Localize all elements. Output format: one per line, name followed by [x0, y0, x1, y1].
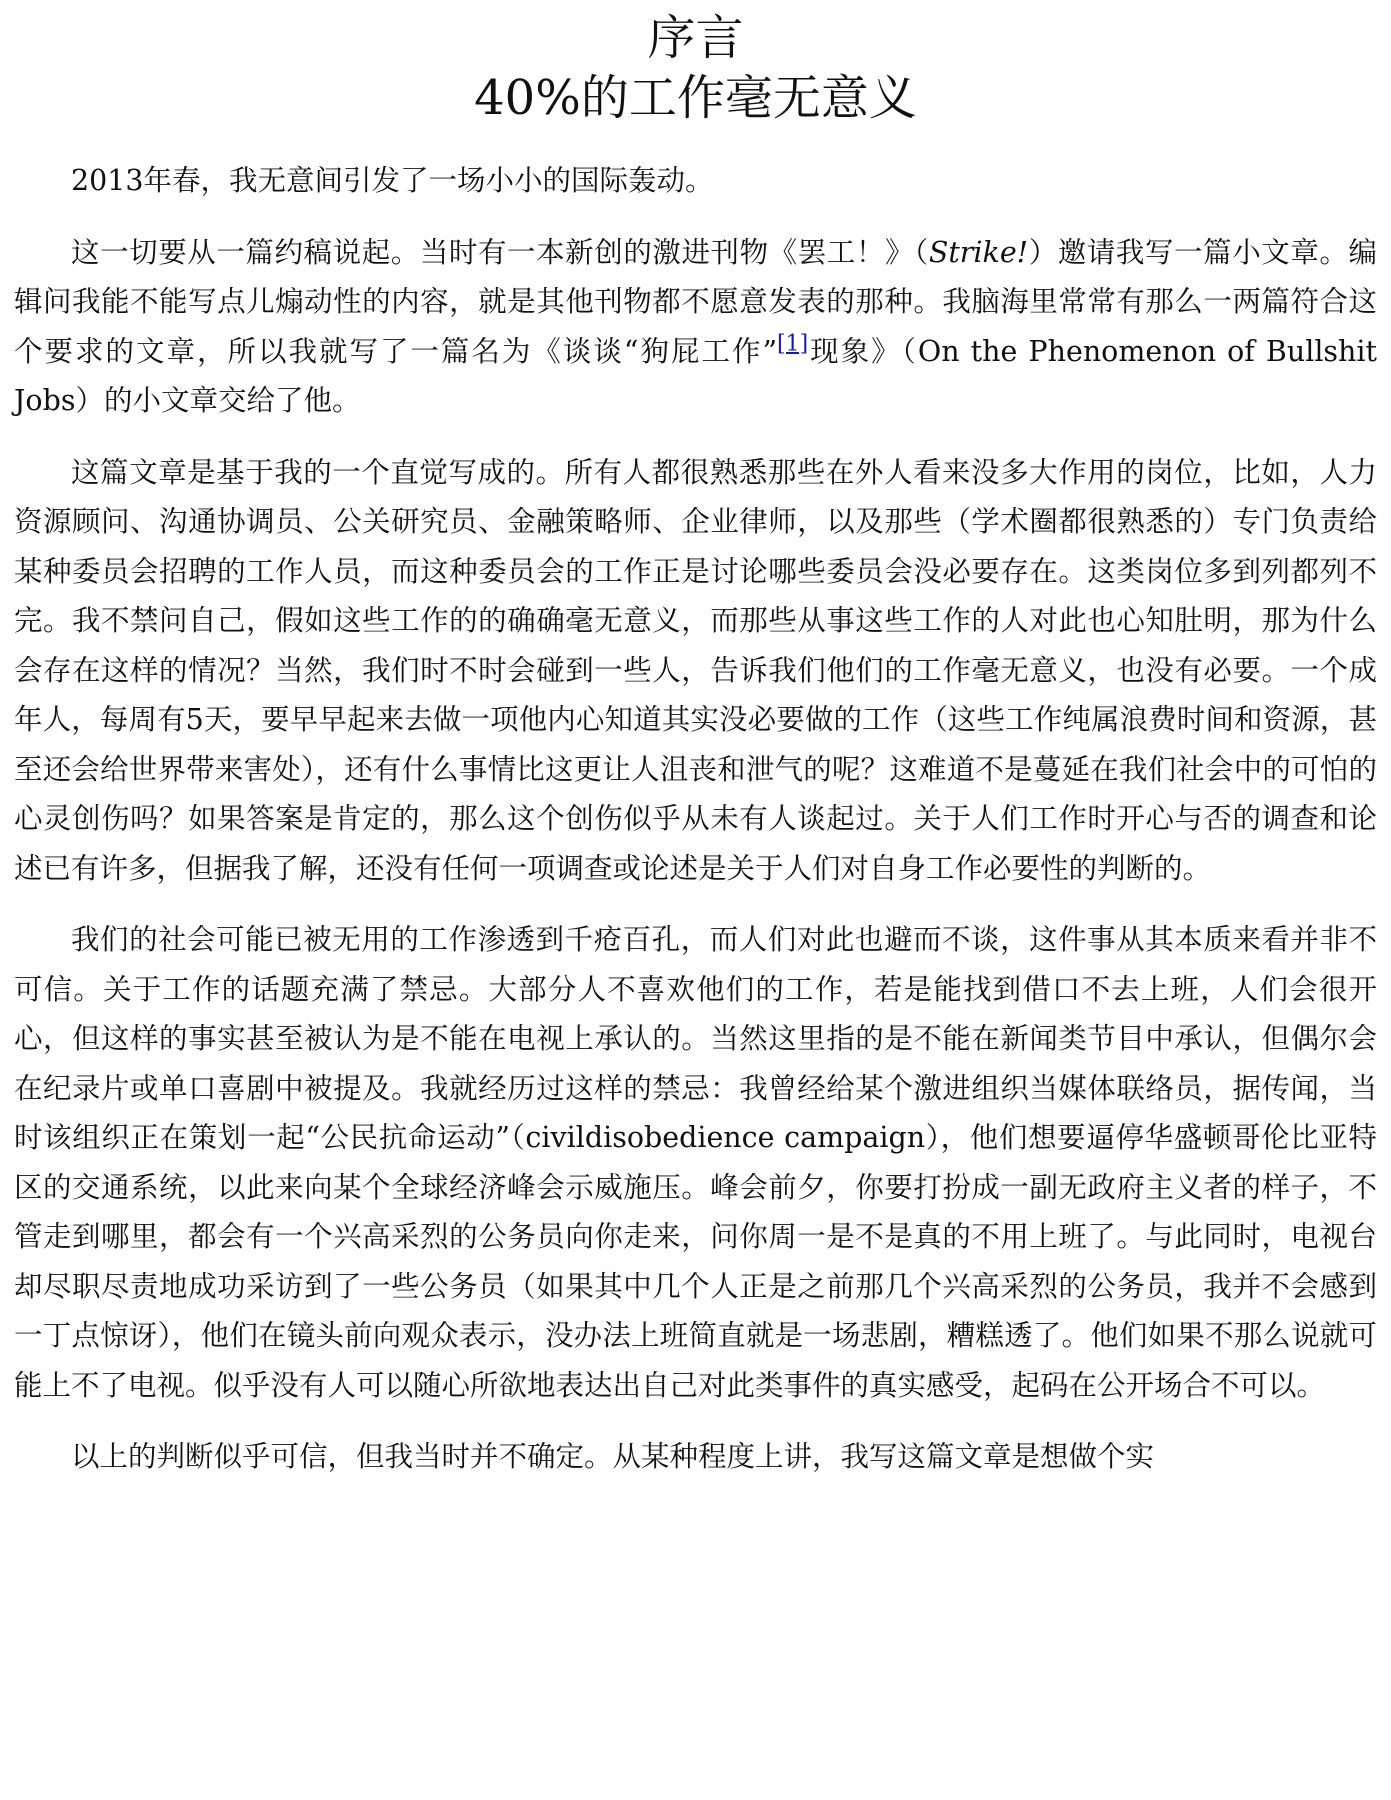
footnote-link-1[interactable]: [1]: [777, 331, 809, 356]
chapter-title: [14, 8, 1377, 128]
paragraph-4: 我们的社会可能已被无用的工作渗透到千疮百孔，而人们对此也避而不谈，这件事从其本质来看并非不可信。关于工作的话题充满了禁忌。大部分人不喜欢他们的工作，若是能找到借口不去上班，人们会很开心，但这样的事实甚至被认为是不能在电视上承认的。当然这里指的是不能在新闻类节目中承认，但偶尔会在纪录片或单口喜剧中被提及。我就经历过这样的禁忌：我曾经给某个激进组织当媒体联络员，据传闻，当时该组织正在策划一起“公民抗命运动”（civildisobedience campaign），他们想要逼停华盛顿哥伦比亚特区的交通系统，以此来向某个全球经济峰会示威施压。峰会前夕，你要打扮成一副无政府主义者的样子，不管走到哪里，都会有一个兴高采烈的公务员向你走来，问你周一是不是真的不用上班了。与此同时，电视台却尽职尽责地成功采访到了一些公务员（如果其中几个人正是之前那几个兴高采烈的公务员，我并不会感到一丁点惊讶），他们在镜头前向观众表示，没办法上班简直就是一场悲剧，糟糕透了。他们如果不那么说就可能上不了电视。似乎没有人可以随心所欲地表达出自己对此类事件的真实感受，起码在公开场合不可以。: [14, 923, 1377, 1402]
paragraph-2-text-b: ）邀请我写一篇小文章。编辑问我能不能写点儿煽动性的内容，就是其他刊物都不愿意发表的那种。我脑海里常常有那么一两篇符合这个要求的文章，所以我就写了一篇名为《谈谈“狗屁工作”: [14, 235, 1377, 368]
paragraph-2-italic-title: Strike!: [928, 235, 1029, 269]
paragraph-1: 2013年春，我无意间引发了一场小小的国际轰动。: [71, 164, 714, 197]
paragraph-2-text-a: 这一切要从一篇约稿说起。当时有一本新创的激进刊物《罢工！》（: [71, 235, 929, 269]
paragraph-2-text-c: 现象》（On the Phenomenon of Bullshit Jobs）的小文章交给了他。: [14, 334, 1377, 417]
paragraph-3: 这篇文章是基于我的一个直觉写成的。所有人都很熟悉那些在外人看来没多大作用的岗位，比如，人力资源顾问、沟通协调员、公关研究员、金融策略师、企业律师，以及那些（学术圈都很熟悉的）专门负责给某种委员会招聘的工作人员，而这种委员会的工作正是讨论哪些委员会没必要存在。这类岗位多到列都列不完。我不禁问自己，假如这些工作的的确确毫无意义，而那些从事这些工作的人对此也心知肚明，那为什么会存在这样的情况？当然，我们时不时会碰到一些人，告诉我们他们的工作毫无意义，也没有必要。一个成年人，每周有5天，要早早起来去做一项他内心知道其实没必要做的工作（这些工作纯属浪费时间和资源，甚至还会给世界带来害处），还有什么事情比这更让人沮丧和泄气的呢？这难道不是蔓延在我们社会中的可怕的心灵创伤吗？如果答案是肯定的，那么这个创伤似乎从未有人谈起过。关于人们工作时开心与否的调查和论述已有许多，但据我了解，还没有任何一项调查或论述是关于人们对自身工作必要性的判断的。: [14, 455, 1377, 885]
chapter-body: [14, 156, 1377, 1482]
chapter-title-line1: 序言: [647, 10, 744, 66]
paragraph-2: [14, 228, 1377, 426]
chapter-title-line2: 40%的工作毫无意义: [474, 70, 917, 126]
paragraph-5: 以上的判断似乎可信，但我当时并不确定。从某种程度上讲，我写这篇文章是想做个实: [71, 1440, 1155, 1473]
